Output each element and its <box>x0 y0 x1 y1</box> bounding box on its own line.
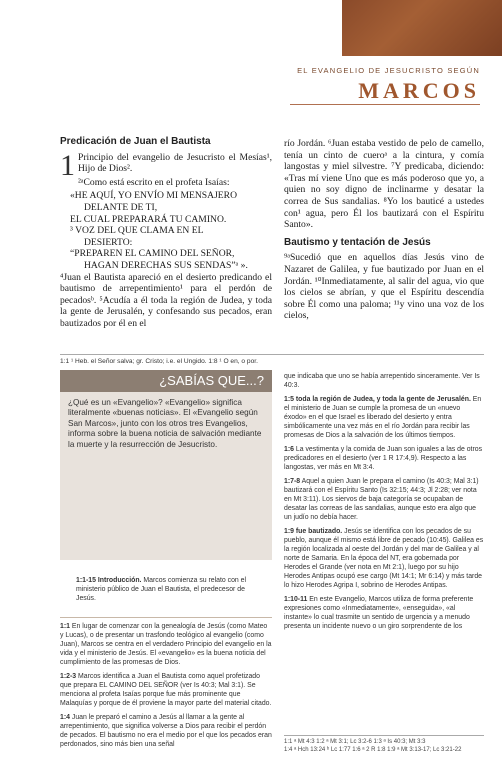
study-note <box>284 595 484 631</box>
study-note <box>60 713 272 749</box>
quote-line: DESIERTO: <box>84 236 133 248</box>
crossref-line: 1:1 ᵃ Mt 4:3 1:2 ᵃ Mt 3:1; Lc 3:2-6 1:3 ᵃ Is 40:3; Mt 3:3 <box>284 739 426 745</box>
note-text: que indicaba que uno se había arrepentido sinceramente. Ver Is 40:3. <box>284 373 480 389</box>
note-ref: 1:9 fue bautizado. <box>284 528 343 535</box>
leather-cover-tab <box>342 0 502 56</box>
sabias-que-box <box>60 370 272 560</box>
note-text: Marcos identifica a Juan el Bautista como aquel profetizado que prepara EL CAMINO DEL SEÑOR (ver Is 40:3; Mal 3:1). Se menciona al profeta Isaías porque fue más prominente que Malaquías y porque de él proviene la mayor parte del material citado. <box>60 673 272 707</box>
quote-line: «HE AQUÍ, YO ENVÍO MI MENSAJERO <box>70 190 237 202</box>
note-text: Juan le preparó el camino a Jesús al llamar a la gente al arrepentimiento, que significa volverse a Dios para recibir el perdón de pecados. El bautismo no era el medio por el que los pecados eran perdonados, sino más bien una señal <box>60 714 272 748</box>
sabias-title: ¿SABÍAS QUE...? <box>159 373 264 388</box>
note-ref: 1:1 <box>60 623 70 630</box>
note-ref: 1:2-3 <box>60 673 77 680</box>
title-rule <box>290 104 480 105</box>
section-heading: Predicación de Juan el Bautista <box>60 136 211 147</box>
verse-paragraph: ⁴Juan el Bautista apareció en el desierto predicando el bautismo de arrepentimiento¹ para el perdón de pecadosᵇ. ⁵Acudía a él toda la región de Judea, y toda la gente de Jerusalén, y confesando sus pecados, eran bautizados por él en el <box>60 271 272 329</box>
verse-paragraph: ⁹ᵃSucedió que en aquellos días Jesús vino de Nazaret de Galilea, y fue bautizado por Juan en el Jordán. ¹⁰Inmediatamente, al salir del agua, vio que los cielos se abrían, y que el Espíritu descendía sobre Él como una paloma; ¹¹y vino una voz de los cielos, <box>284 252 484 322</box>
quote-line: EL CUAL PREPARARÁ TU CAMINO. <box>70 213 227 225</box>
study-note <box>60 622 272 667</box>
book-title: MARCOS <box>358 78 480 103</box>
study-note <box>284 527 484 590</box>
study-note <box>284 372 484 390</box>
study-note <box>284 477 484 522</box>
section-heading: Bautismo y tentación de Jesús <box>284 236 431 248</box>
study-note <box>284 395 484 440</box>
note-ref: 1:1-15 Introducción. <box>76 577 142 584</box>
study-note <box>60 672 272 708</box>
note-text: Marcos comienza su relato con el ministerio público de Juan el Bautista, el predecesor de Jesús. <box>76 577 247 602</box>
sabias-header <box>60 370 272 392</box>
note-text: En el ministerio de Juan se cumple la promesa de un «nuevo éxodo» en el que Israel es liberado del desierto y entra simbólicamente una vez más en el río Jordán para recibir las promesas de Dios a la salvación de los últimos tiempos. <box>284 396 482 439</box>
translation-footnote: 1:1 ¹ Heb. el Señor salva; gr. Cristo; i.e. el Ungido. 1:8 ¹ O en, o por. <box>60 354 484 365</box>
book-subtitle: EL EVANGELIO DE JESUCRISTO SEGÚN <box>297 66 480 75</box>
note-divider <box>60 617 272 618</box>
note-text: Jesús se identifica con los pecados de su pueblo, aunque él mismo está libre de pecado (10:45). Galilea es la región localizada al oeste del Jordán y del mar de Galilea y al norte de Samaria. En la época del NT, era gobernada por Herodes el Grande (ver nota en Mt 2:1), luego por su hijo Herodes Antipas ocupó ese cargo (Mt 14:1; Mr 6:14) y más tarde lo hizo Herodes Agripa I, sobrino de Herodes Antipas. <box>284 528 484 589</box>
study-notes-right <box>284 372 484 636</box>
verse-text: Principio del evangelio de Jesucristo el Mesías¹, Hijo de Dios². <box>78 151 272 175</box>
chapter-number: 1 <box>60 148 75 182</box>
scripture-column-right <box>284 138 484 324</box>
note-ref: 1:5 toda la región de Judea, y toda la gente de Jerusalén. <box>284 396 471 403</box>
note-text: La vestimenta y la comida de Juan son iguales a las de otros predicadores en el desierto (ver 1 R 17:4,9). Respecto a las langostas, ver más en Mt 3:4. <box>284 446 483 471</box>
verse-paragraph: río Jordán. ⁶Juan estaba vestido de pelo de camello, tenía un cinto de cueroᵃ a la cintura, y comía langostas y miel silvestre. ⁷Y predicaba, diciendo: «Tras mí viene Uno que es más poderoso que yo, a quien no soy digno de inclinarme y desatar la correa de Sus sandalias. ⁸Yo los bauticé a ustedes con¹ agua, pero Él los bautizará con el Espíritu Santo». <box>284 138 484 231</box>
note-ref: 1:6 <box>284 446 294 453</box>
note-text: Aquel a quien Juan le prepara el camino (Is 40:3; Mal 3:1) bautizará con el Espíritu Santo (Is 32:15; 44:3; Jl 2:28; ver nota en Mt 3:11). Los siervos de baja categoría se ocupaban de desatar las correas de las sandalias, aunque esto era algo que un judío no debía hacer. <box>284 478 479 521</box>
note-ref: 1:4 <box>60 714 70 721</box>
crossref-line: 1:4 ᵃ Hch 13:24 ᵇ Lc 1:77 1:6 ᵃ 2 R 1:8 1:9 ᵃ Mt 3:13-17; Lc 3:21-22 <box>284 747 462 753</box>
study-notes-left <box>60 568 272 754</box>
note-ref: 1:7-8 <box>284 478 301 485</box>
cross-references <box>284 735 484 754</box>
quote-line: DELANTE DE TI, <box>84 201 158 213</box>
quote-line: HAGAN DERECHAS SUS SENDAS”ᵃ ». <box>84 259 248 271</box>
verse-paragraph: ²ᵃComo está escrito en el profeta Isaías: <box>78 176 230 188</box>
scripture-column-left <box>60 136 272 332</box>
study-note <box>284 445 484 472</box>
note-ref: 1:10-11 <box>284 596 308 603</box>
sabias-body: ¿Qué es un «Evangelio»? «Evangelio» significa literalmente «buenas noticias». El «Evangelio según San Marcos», junto con los otros tres Evangelios, informa sobre la buena noticia de salvación mediante la muerte y la resurrección de Jesucristo. <box>68 398 262 449</box>
note-text: En lugar de comenzar con la genealogía de Jesús (como Mateo y Lucas), o de presentar un trasfondo teológico al evangelio (como Juan), Marcos se centra en el verdadero Principio del evangelio en la vida y el ministerio de Jesús. El «evangelio» es la buena noticia del cumplimiento de las promesas de Dios. <box>60 623 272 666</box>
note-text: En este Evangelio, Marcos utiliza de forma preferente expresiones como «Inmediatamente», «enseguida», «al instante» lo cual trasmite un sentido de urgencia y a menudo presenta un incidente nuevo o un giro sorprendente de los <box>284 596 474 630</box>
intro-note <box>60 568 272 611</box>
quote-line: “PREPAREN EL CAMINO DEL SEÑOR, <box>70 248 235 260</box>
quote-line: ³ VOZ DEL QUE CLAMA EN EL <box>70 225 204 237</box>
